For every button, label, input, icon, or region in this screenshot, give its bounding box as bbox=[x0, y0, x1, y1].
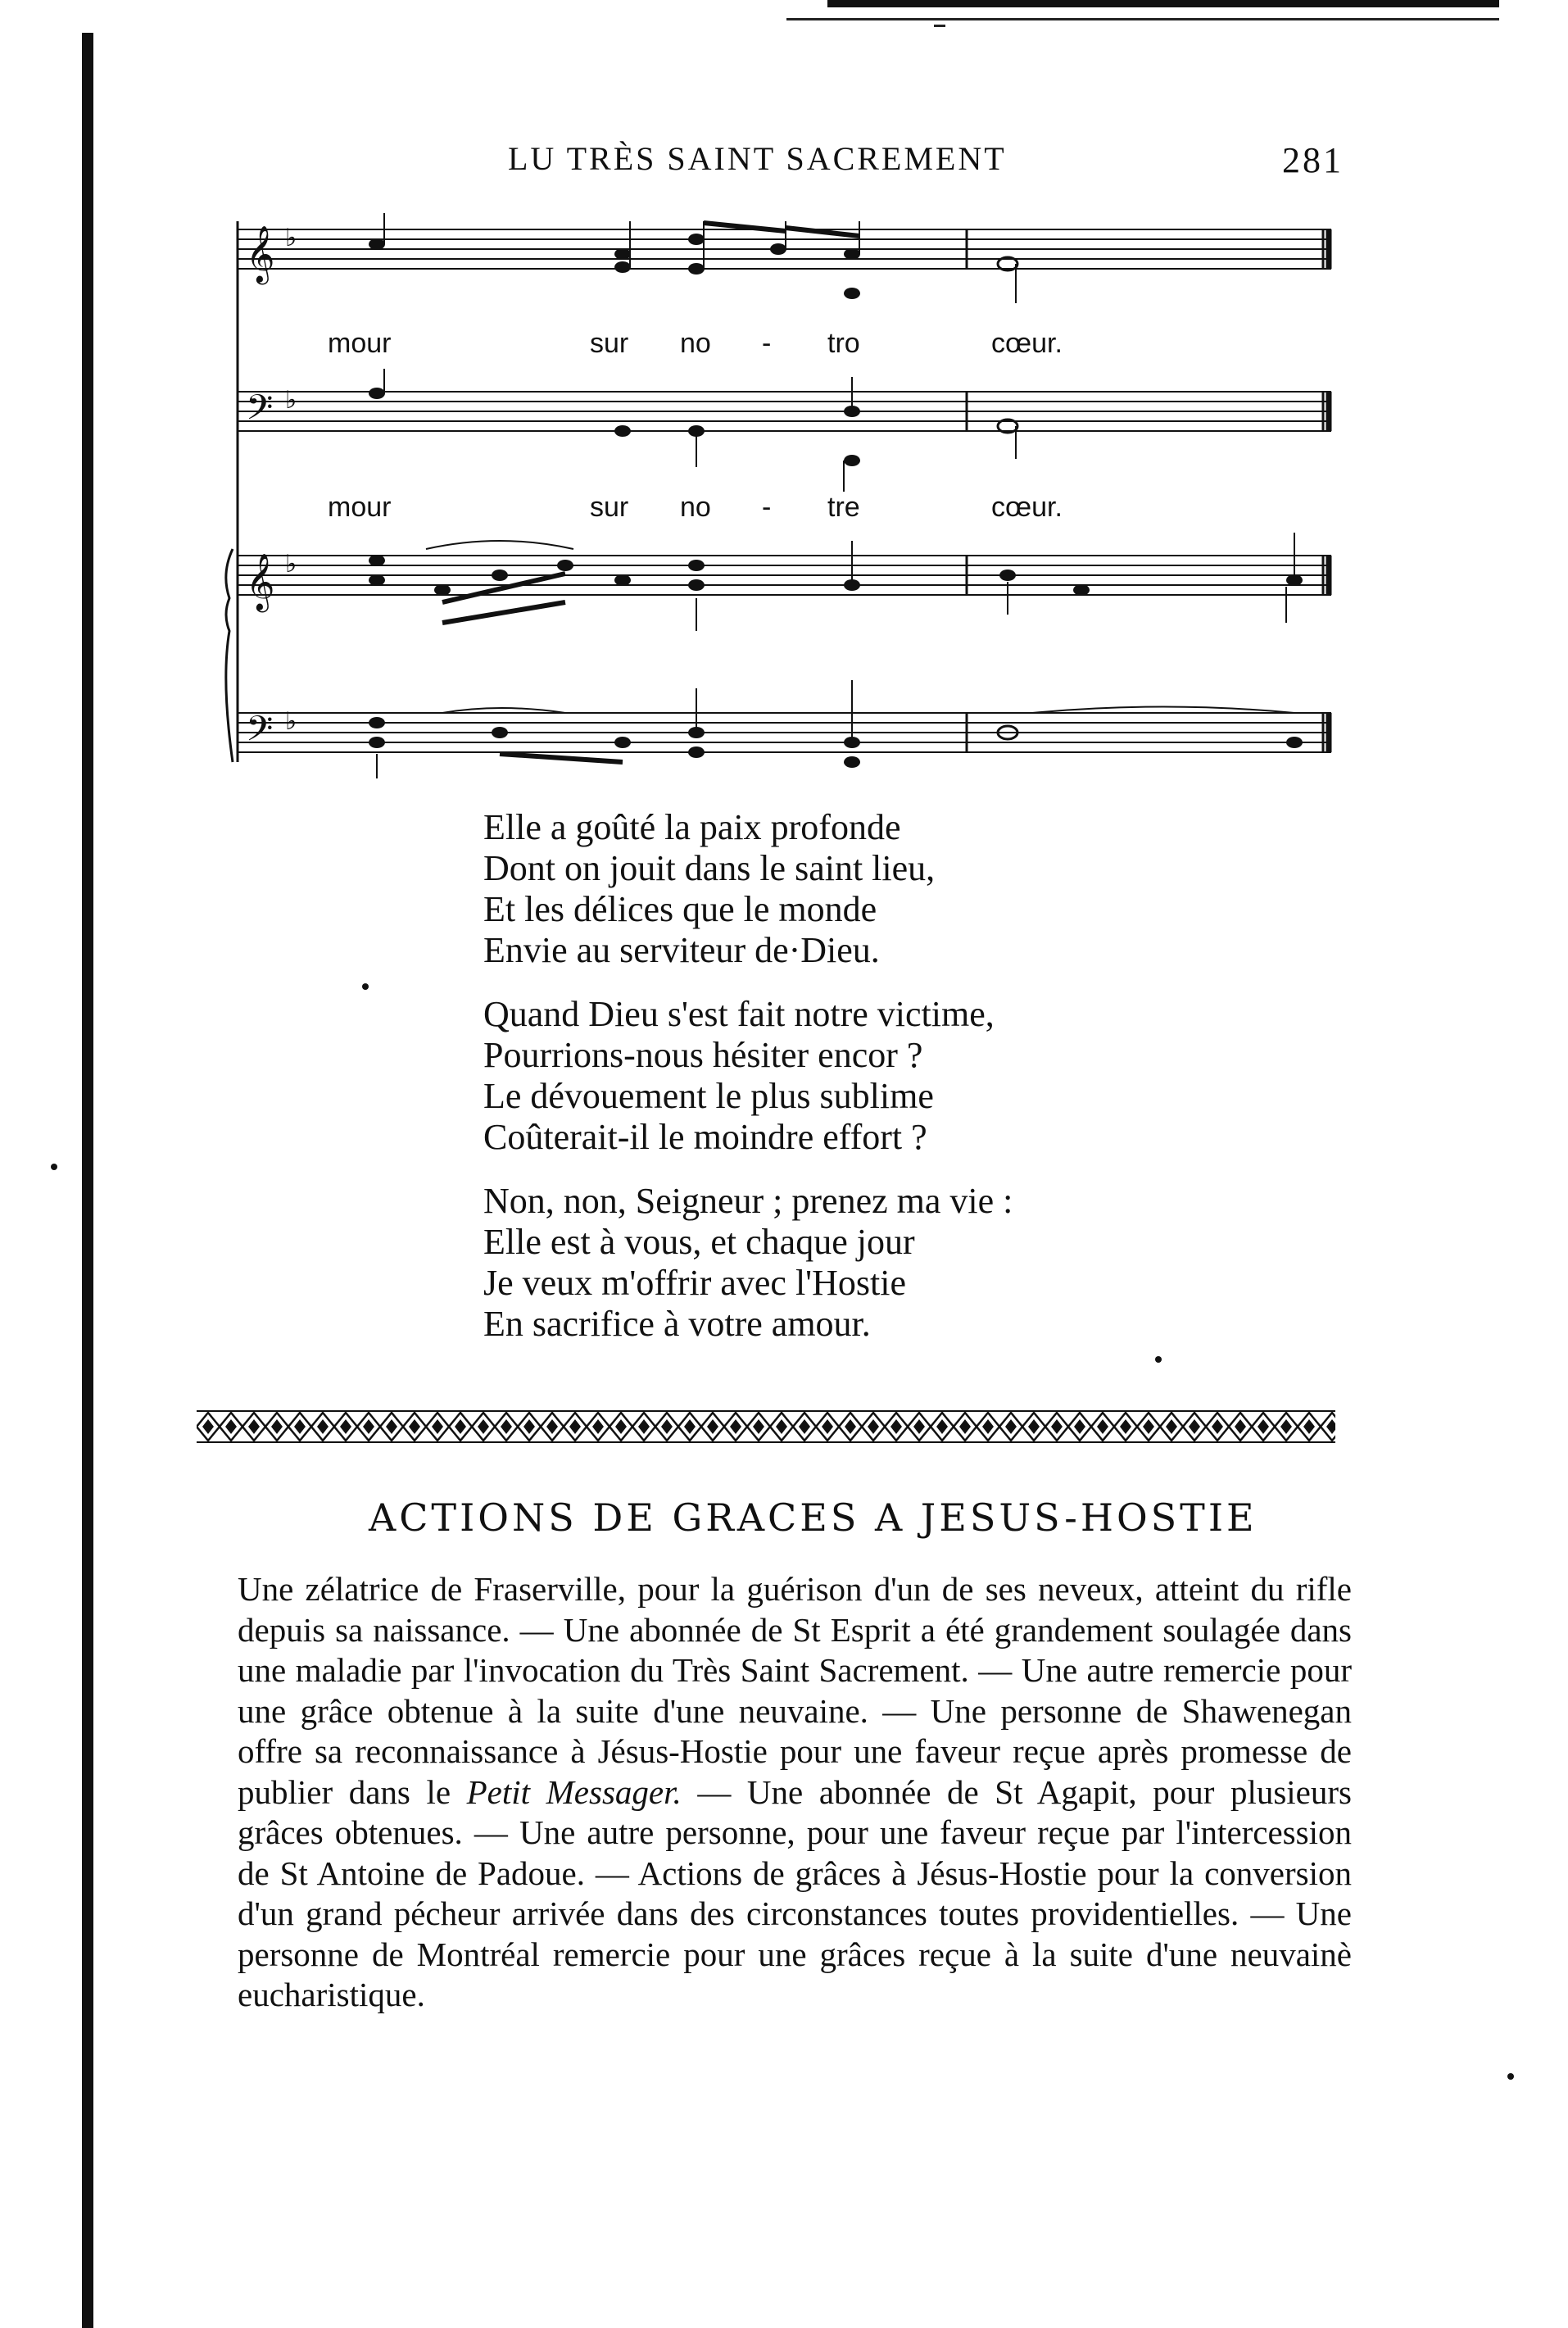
flat-icon: ♭ bbox=[285, 224, 297, 252]
poem-line: Envie au serviteur de·Dieu. bbox=[483, 930, 880, 970]
running-title: LU TRÈS SAINT SACREMENT bbox=[508, 140, 1007, 177]
body-text-part: — Une abonnée de St Agapit, pour plusieurs grâces obtenues. — Une autre personne, pour une faveur reçue par l'intercession de St Antoine de Padoue. — Actions de grâces à Jésus-Hostie pour la conversion d'un grand pécheur arrivée dans des circonstances toutes providentielles. — Une personne de Montréal remercie pour une grâces reçue à la suite d'une neuvainè eucharistique. bbox=[238, 1772, 1352, 2013]
slurs bbox=[426, 541, 1294, 713]
page-number: 281 bbox=[1282, 140, 1344, 180]
scan-speck bbox=[1155, 1356, 1162, 1363]
flat-icon: ♭ bbox=[285, 707, 297, 736]
poem-line: En sacrifice à votre amour. bbox=[483, 1304, 871, 1344]
poem-line: Je veux m'offrir avec l'Hostie bbox=[483, 1263, 906, 1303]
bass-clef-icon: 𝄢 bbox=[246, 388, 274, 437]
lyric-syllable: sur bbox=[590, 328, 629, 359]
lyric-syllable: no bbox=[680, 328, 711, 359]
scan-speck bbox=[362, 983, 369, 990]
poem-stanza bbox=[483, 994, 1221, 1158]
scan-border bbox=[82, 33, 93, 2328]
poem-line: Pourrions-nous hésiter encor ? bbox=[483, 1035, 923, 1075]
poem-line: Non, non, Seigneur ; prenez ma vie : bbox=[483, 1181, 1013, 1221]
poem bbox=[483, 807, 1221, 1368]
lyric-syllable: mour bbox=[328, 328, 392, 359]
poem-line: Coûterait-il le moindre effort ? bbox=[483, 1117, 927, 1157]
lyrics bbox=[328, 328, 1063, 523]
lyric-syllable: - bbox=[762, 492, 772, 523]
lyric-syllable: cœur. bbox=[991, 492, 1063, 523]
barlines bbox=[967, 229, 1329, 752]
body-text-part: Une zélatrice de Fraserville, pour la guérison d'un de ses neveux, atteint du rifle depuis sa naissance. — Une abonnée de St Esprit a été grandement soulagée dans une maladie par l'invocation du Très Saint Sacrement. — Une autre remercie pour une grâce obtenue à la suite d'une neuvaine. — Une personne de Shawenegan offre sa reconnaissance à Jésus-Hostie pour une faveur reçue après promesse de publier dans le bbox=[238, 1570, 1352, 1811]
poem-line: Et les délices que le monde bbox=[483, 889, 877, 929]
poem-line: Elle a goûté la paix profonde bbox=[483, 807, 901, 847]
top-rule bbox=[827, 0, 1499, 7]
music-score bbox=[221, 188, 1352, 787]
staff-2 bbox=[238, 392, 1331, 431]
ornament-pattern bbox=[197, 1409, 1335, 1444]
flat-icon: ♭ bbox=[285, 550, 297, 579]
lyric-syllable: tro bbox=[827, 328, 860, 359]
top-dash bbox=[934, 25, 945, 27]
section-title: ACTIONS DE GRACES A JESUS-HOSTIE bbox=[369, 1495, 1258, 1540]
treble-clef-icon: 𝄞 bbox=[246, 553, 275, 610]
treble-clef-icon: 𝄞 bbox=[246, 225, 275, 283]
poem-line: Elle est à vous, et chaque jour bbox=[483, 1222, 915, 1262]
scan-speck bbox=[51, 1164, 57, 1170]
lyric-syllable: no bbox=[680, 492, 711, 523]
bass-clef-icon: 𝄢 bbox=[246, 709, 274, 758]
clefs bbox=[246, 224, 297, 758]
poem-line: Dont on jouit dans le saint lieu, bbox=[483, 848, 936, 888]
page-header bbox=[246, 139, 1344, 188]
lyric-syllable: sur bbox=[590, 492, 629, 523]
piano-brace bbox=[226, 549, 233, 762]
publication-title: Petit Messager. bbox=[466, 1772, 682, 1811]
poem-line: Quand Dieu s'est fait notre victime, bbox=[483, 994, 995, 1034]
top-rule-thin bbox=[786, 18, 1499, 20]
ornamental-divider bbox=[197, 1409, 1335, 1444]
poem-stanza bbox=[483, 807, 1221, 971]
poem-line: Le dévouement le plus sublime bbox=[483, 1076, 934, 1116]
music-notation bbox=[221, 188, 1352, 787]
staff-lines bbox=[238, 229, 1331, 752]
lyric-syllable: tre bbox=[827, 492, 860, 523]
staff-4 bbox=[238, 713, 1331, 752]
flat-icon: ♭ bbox=[285, 386, 297, 415]
lyric-syllable: mour bbox=[328, 492, 392, 523]
body-paragraph bbox=[238, 1569, 1352, 2016]
beams bbox=[442, 223, 859, 762]
scan-speck bbox=[1507, 2073, 1514, 2080]
lyric-syllable: - bbox=[762, 328, 772, 359]
lyric-syllable: cœur. bbox=[991, 328, 1063, 359]
staff-3 bbox=[238, 556, 1331, 595]
poem-stanza bbox=[483, 1181, 1221, 1345]
